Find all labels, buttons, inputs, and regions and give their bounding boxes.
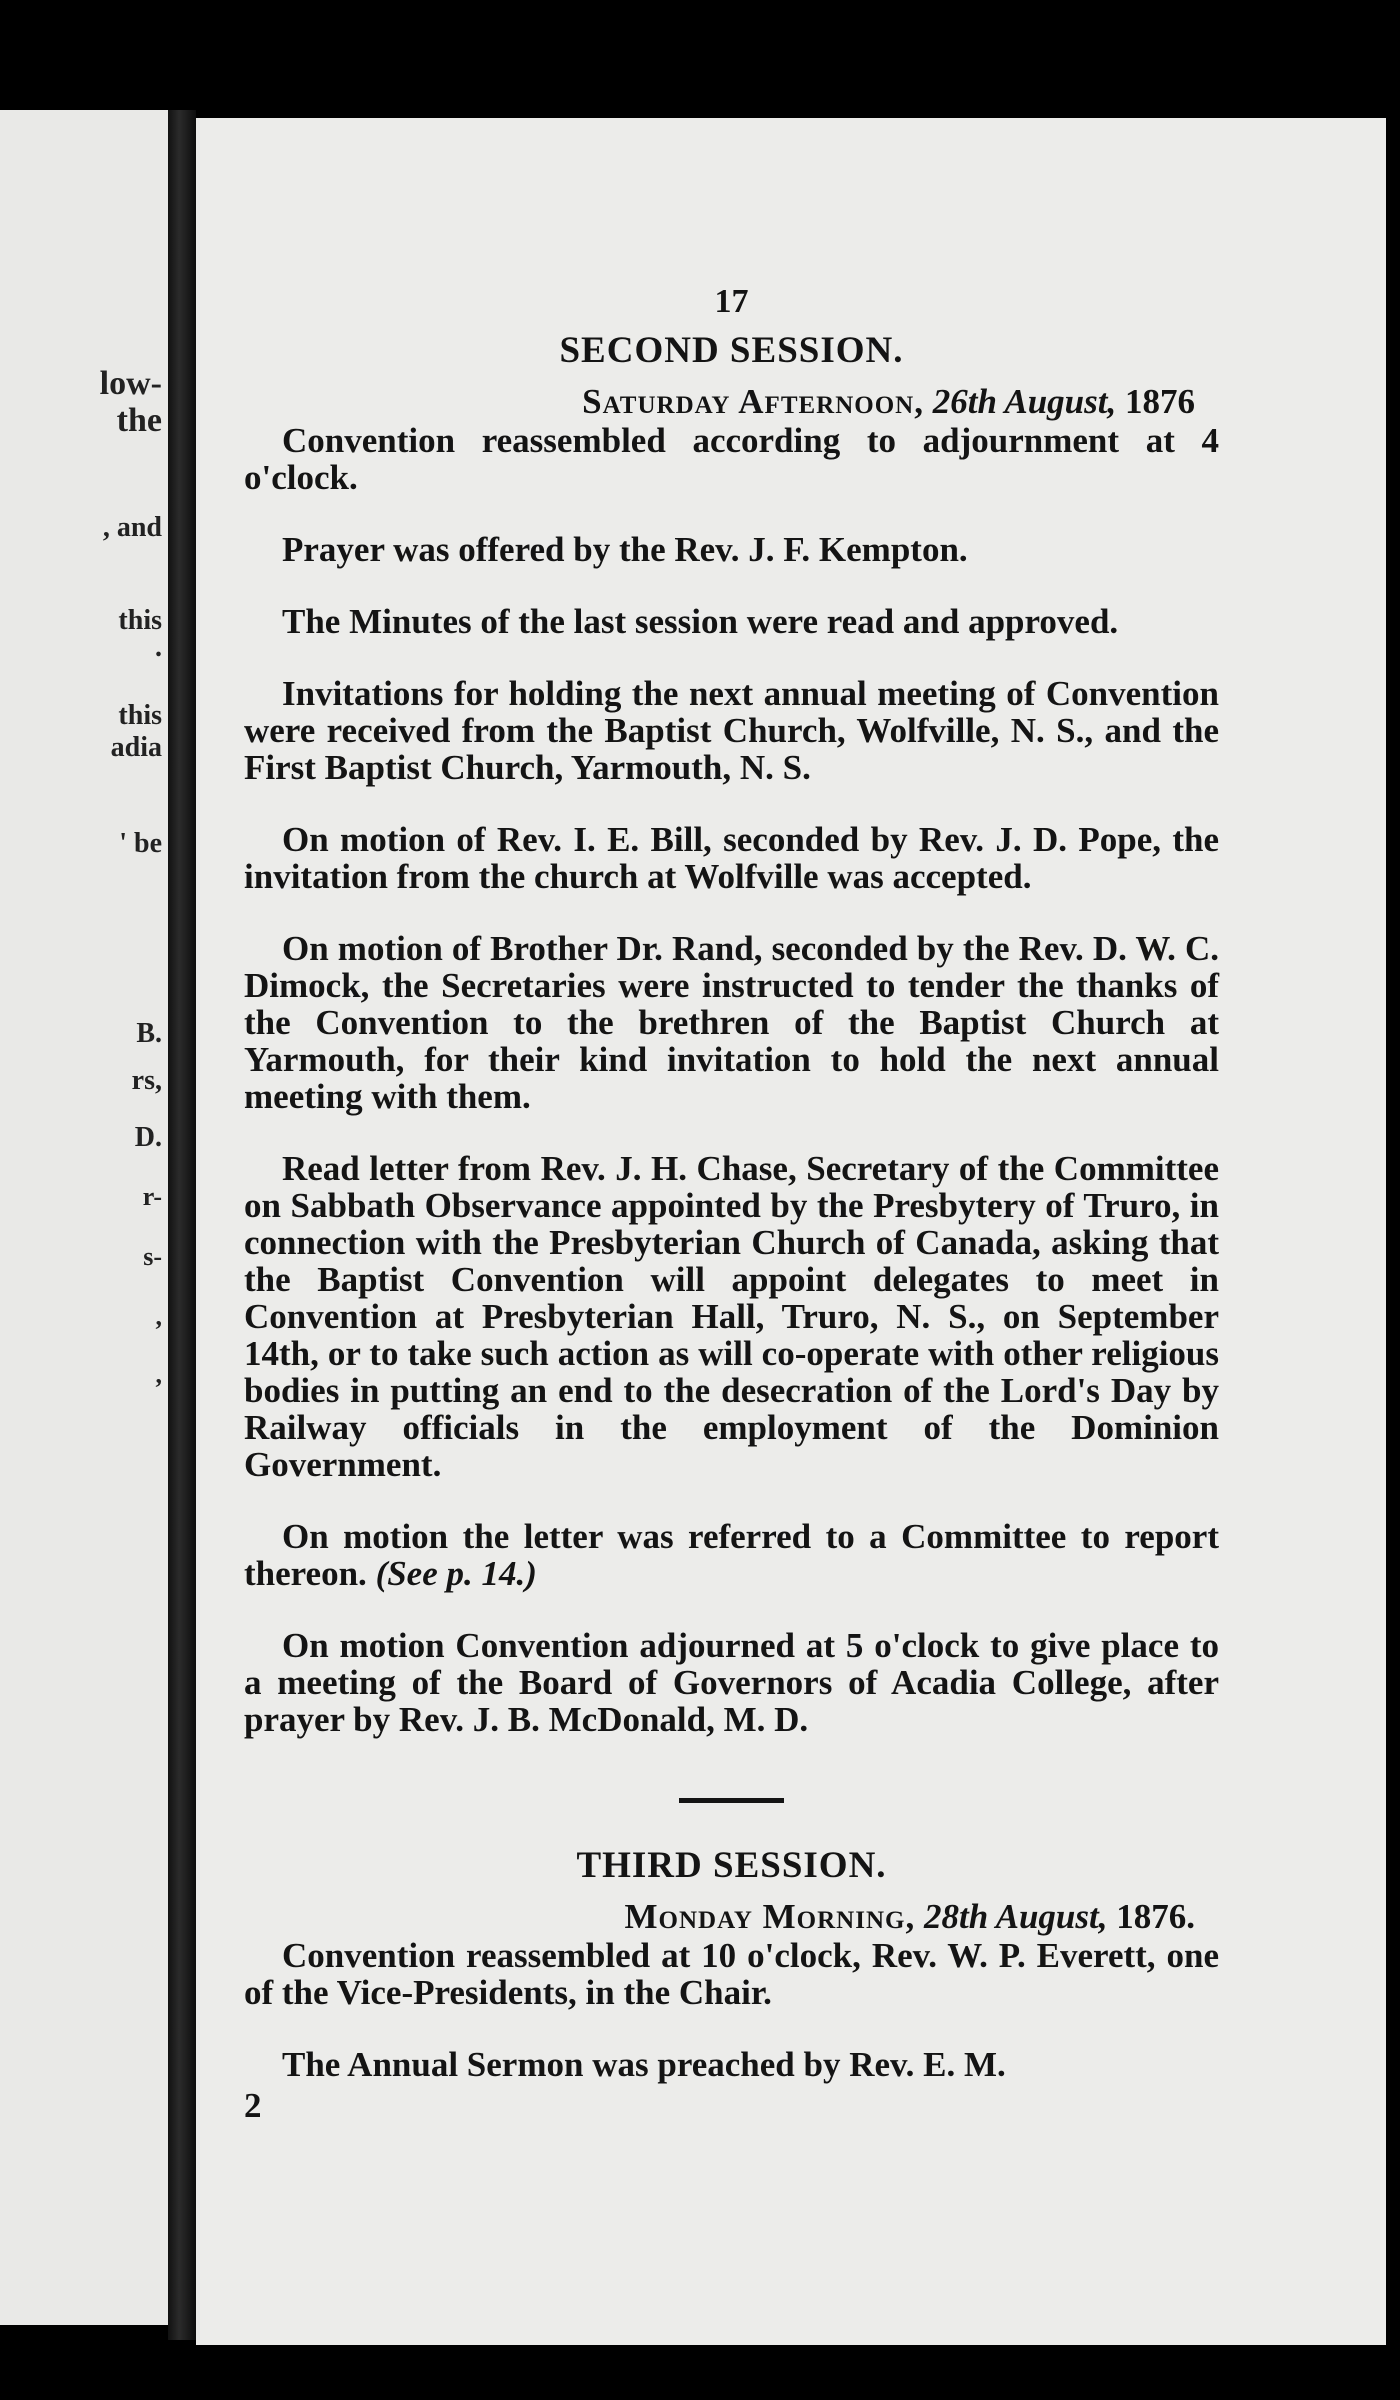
referred-text: On motion the letter was referred to a Committee to report thereon. [244, 1517, 1219, 1593]
left-fragment: low- [99, 365, 162, 402]
second-session-heading: SECOND SESSION. [559, 330, 904, 371]
left-fragment: the [116, 402, 162, 439]
section-divider [679, 1798, 784, 1803]
dateline-day: Saturday Afternoon, [582, 382, 924, 421]
dateline-year: 1876. [1116, 1897, 1195, 1936]
dateline-day: Monday Morning, [624, 1897, 916, 1936]
paragraph: Convention reassembled according to adjournment at 4 o'clock. [244, 421, 1219, 497]
book-spine [168, 110, 196, 2340]
left-fragment: this [118, 605, 162, 636]
left-page-edge [0, 110, 168, 2325]
dateline-date: 26th August, [932, 382, 1117, 421]
third-session-dateline [244, 1898, 1219, 1935]
dateline-date: 28th August, [923, 1897, 1108, 1936]
referred-see: (See p. 14.) [375, 1554, 537, 1593]
left-fragment: r- [142, 1182, 162, 1211]
left-fragment: , [155, 1302, 162, 1331]
paragraph: Prayer was offered by the Rev. J. F. Kempton. [282, 530, 968, 569]
left-fragment: rs, [131, 1065, 162, 1096]
left-fragment: , [155, 1360, 162, 1389]
page [196, 118, 1386, 2345]
paragraph: On motion of Brother Dr. Rand, seconded by the Rev. D. W. C. Dimock, the Secretaries were instructed to tender the thanks of the Convention to the brethren of the Baptist Church at Yarmouth, for their kind invitation to hold the next annual meeting with them. [244, 929, 1219, 1116]
paragraph: On motion of Rev. I. E. Bill, seconded by Rev. J. D. Pope, the invitation from the church at Wolfville was accepted. [244, 820, 1219, 896]
left-fragment: s- [143, 1242, 162, 1271]
left-fragment: , and [102, 512, 162, 543]
left-fragment: D. [134, 1122, 162, 1153]
left-fragment: . [155, 632, 162, 663]
page-text [244, 283, 1219, 2124]
paragraph: The Minutes of the last session were read and approved. [282, 602, 1119, 641]
paragraph-referred [244, 1518, 1219, 1592]
signature-mark: 2 [244, 2086, 262, 2125]
paragraph: Convention reassembled at 10 o'clock, Rev. W. P. Everett, one of the Vice-Presidents, in the Chair. [244, 1936, 1219, 2012]
paragraph: On motion Convention adjourned at 5 o'clock to give place to a meeting of the Board of Governors of Acadia College, after prayer by Rev. J. B. McDonald, M. D. [244, 1626, 1219, 1739]
paragraph: Invitations for holding the next annual meeting of Convention were received from the Baptist Church, Wolfville, N. S., and the First Baptist Church, Yarmouth, N. S. [244, 674, 1219, 787]
page-number: 17 [714, 283, 749, 320]
paragraph: The Annual Sermon was preached by Rev. E. M. [282, 2045, 1006, 2084]
left-fragment: B. [136, 1018, 162, 1049]
third-session-heading: THIRD SESSION. [576, 1845, 887, 1886]
second-session-dateline [244, 383, 1219, 420]
dateline-year: 1876 [1125, 382, 1195, 421]
paragraph: Read letter from Rev. J. H. Chase, Secretary of the Committee on Sabbath Observance appointed by the Presbytery of Truro, in connection with the Presbyterian Church of Canada, asking that the Baptist Convention will appoint delegates to meet in Convention at Presbyterian Hall, Truro, N. S., on September 14th, or to take such action as will co-operate with other religious bodies in putting an end to the desecration of the Lord's Day by Railway officials in the employment of the Dominion Government. [244, 1149, 1219, 1484]
left-fragment: this [118, 700, 162, 731]
left-fragment: ' be [119, 828, 162, 859]
left-fragment: adia [110, 732, 162, 763]
